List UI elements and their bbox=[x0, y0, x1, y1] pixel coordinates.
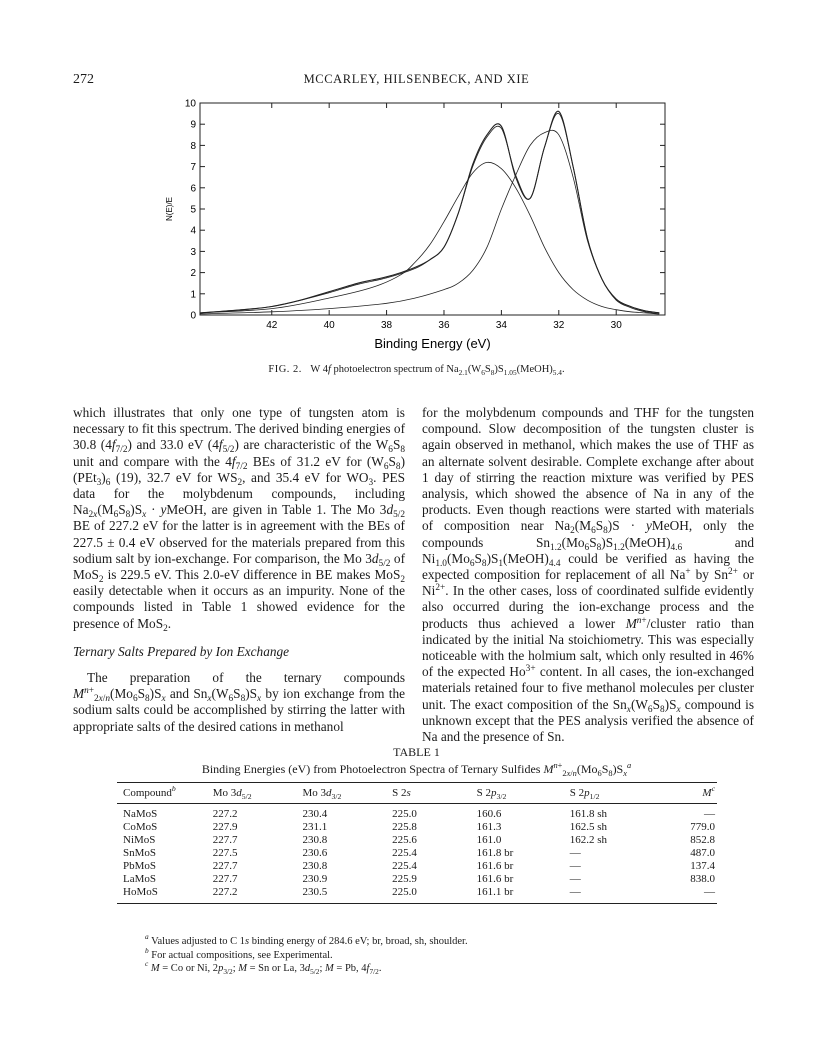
table-cell: 227.7 bbox=[212, 860, 238, 872]
body-right-column bbox=[422, 405, 754, 745]
x-axis-label: Binding Energy (eV) bbox=[374, 336, 491, 351]
table-cell: 161.6 br bbox=[476, 860, 514, 872]
table-cell: 230.8 bbox=[302, 834, 328, 846]
table-row bbox=[117, 886, 717, 904]
table-cell: HoMoS bbox=[117, 886, 207, 904]
section-heading: Ternary Salts Prepared by Ion Exchange bbox=[73, 643, 290, 659]
table-cell: NiMoS bbox=[123, 834, 156, 846]
table-cell: 225.9 bbox=[392, 873, 417, 885]
table-cell: 162.2 sh bbox=[569, 834, 608, 846]
binding-energy-table bbox=[117, 782, 717, 904]
xps-spectrum-chart bbox=[160, 98, 680, 358]
table-cell: 230.5 bbox=[296, 886, 386, 904]
table-subtitle: Binding Energies (eV) from Photoelectron Spectra of Ternary Sulfides $M^{n+}_{2x/n}(Mo_6S_8)S_x^a$ bbox=[201, 761, 632, 778]
y-tick-label: 8 bbox=[190, 140, 196, 152]
table-cell: 227.7 bbox=[212, 834, 238, 846]
chart-ticks bbox=[185, 99, 665, 332]
table-footnotes bbox=[145, 932, 468, 976]
table-cell: 160.6 bbox=[476, 808, 502, 820]
table-cell: 230.4 bbox=[302, 808, 328, 820]
body-paragraph: which illustrates that only one type of tungsten atom is necessary to fit this spectrum. The derived binding energies of 30.8 $(4f_{7/2})$ and 33.0 eV $(4f_{5/2})$ are characteristic of the $W_6S_8$ unit and compare with the $4f_{7/2}$ BEs of 31.2 eV for $(W_6S_8)(PEt_3)_6$ (19), 32.7 eV for $WS_2$, and 35.4 eV for $WO_3$. PES data for the molybdenum compounds, including $Na_{2x}(M_6S_8)S_x$ · yMeOH, are given in Table 1. The Mo $3d_{5/2}$ BE of 227.2 eV for the latter is in agreement with the BEs of 227.5 ± 0.4 eV observed for the materials prepared from this sodium salt by ion-exchange. For comparison, the Mo $3d_{5/2}$ of MoS$_2$ is 229.5 eV. This 2.0-eV difference in BE makes MoS$_2$ easily detectable when it occurs as an impurity. None of the compounds listed in Table 1 showed evidence for the presence of MoS$_2$. bbox=[73, 405, 405, 634]
table-cell: CoMoS bbox=[123, 821, 158, 833]
measured-spectrum-line bbox=[200, 111, 659, 313]
figure-label: FIG. 2. bbox=[268, 364, 302, 375]
table-row bbox=[117, 834, 717, 847]
table-cell: 227.2 bbox=[212, 808, 238, 820]
table-cell: 162.5 sh bbox=[569, 821, 608, 833]
col-header-m: $M^c$ bbox=[653, 783, 717, 804]
y-tick-label: 9 bbox=[190, 119, 196, 131]
x-tick-label: 34 bbox=[495, 320, 507, 331]
table-cell: 137.4 bbox=[690, 860, 715, 872]
table-cell: 230.8 bbox=[302, 860, 328, 872]
y-tick-label: 6 bbox=[190, 183, 196, 195]
x-tick-label: 42 bbox=[266, 320, 278, 331]
table-cell: SnMoS bbox=[123, 847, 157, 859]
fit-envelope-line bbox=[200, 113, 659, 313]
table-row bbox=[117, 821, 717, 834]
x-tick-label: 36 bbox=[438, 320, 450, 331]
table-cell: 161.1 br bbox=[471, 886, 564, 904]
table-header-row bbox=[117, 783, 717, 804]
chart-series bbox=[200, 111, 659, 314]
table-cell: — bbox=[569, 847, 581, 859]
table-row bbox=[117, 860, 717, 873]
table-cell: PbMoS bbox=[123, 860, 157, 872]
table-row bbox=[117, 847, 717, 860]
table-cell: 161.8 sh bbox=[569, 808, 608, 820]
x-tick-label: 40 bbox=[323, 320, 335, 331]
table-cell: NaMoS bbox=[123, 808, 158, 820]
table-cell: 227.7 bbox=[212, 873, 238, 885]
chart-axes bbox=[200, 103, 665, 315]
table-cell: 161.8 br bbox=[476, 847, 514, 859]
y-tick-label: 5 bbox=[190, 204, 196, 216]
y-tick-label: 1 bbox=[190, 289, 196, 301]
table-cell: 779.0 bbox=[690, 821, 715, 833]
y-tick-label: 10 bbox=[184, 98, 196, 110]
x-tick-label: 30 bbox=[610, 320, 622, 331]
table-cell: LaMoS bbox=[123, 873, 156, 885]
table-cell: 225.8 bbox=[392, 821, 417, 833]
col-header-s-2s: S 2s bbox=[386, 783, 470, 804]
running-head: MCCARLEY, HILSENBECK, AND XIE bbox=[303, 72, 530, 86]
footnote-a: $^a$ Values adjusted to C 1s binding energy of 284.6 eV; br, broad, sh, shoulder. bbox=[145, 932, 468, 947]
table-cell: — bbox=[653, 886, 717, 904]
table-cell: 227.9 bbox=[212, 821, 238, 833]
table-cell: — bbox=[569, 873, 581, 885]
y-tick-label: 3 bbox=[190, 246, 196, 258]
table-cell: 225.0 bbox=[386, 886, 470, 904]
table-cell: 227.2 bbox=[207, 886, 297, 904]
table-cell: 161.0 bbox=[476, 834, 502, 846]
table-cell: 225.4 bbox=[392, 860, 417, 872]
y-tick-label: 4 bbox=[190, 225, 196, 237]
body-left-column bbox=[73, 405, 405, 735]
table-cell: 852.8 bbox=[690, 834, 715, 846]
col-header-mo-3d32: Mo $3d_{3/2}$ bbox=[296, 783, 386, 804]
x-tick-label: 38 bbox=[381, 320, 393, 331]
y-tick-label: 2 bbox=[190, 268, 196, 280]
table-cell: 230.6 bbox=[302, 847, 328, 859]
y-tick-label: 7 bbox=[190, 162, 196, 174]
w4f72-component-line bbox=[200, 130, 659, 314]
footnote-c: $^c$ M = Co or Ni, $2p_{3/2}$; M = Sn or La, $3d_{5/2}$; M = Pb, $4f_{7/2}$. bbox=[145, 959, 382, 976]
page-number: 272 bbox=[73, 72, 94, 87]
body-paragraph: for the molybdenum compounds and THF for the tungsten compound. Slow decomposition of the tungsten cluster is again observed in methanol, which makes the use of THF as an alternate solvent desirable. Complete exchange after about 1 day of stirring the reaction mixture was verified by PES analysis, which showed the absence of Na in any of the products. Even though reactions were started with materials of composition near $Na_2(M_6S_8)S$ · yMeOH, only the compounds $Sn_{1.2}(Mo_6S_8)S_{1.2}(MeOH)_{4.6}$ and $Ni_{1.0}(Mo_6S_8)S_1(MeOH)_{4.4}$ could be verified as having the expected composition for replacement of all Na+ by $Sn^{2+}$ or $Ni^{2+}$. In the other cases, loss of coordinated sulfide evidently also occurred during the ion-exchange process and the products thus achieved a lower $M^{n+}$/cluster ratio than indicated by the initial Na stoichiometry. This was especially noticeable with the holmium salt, which only resulted in 46% of the expected $Ho^{3+}$ content. In all cases, the ion-exchanged materials retained four to five methanol molecules per cluster unit. The exact composition of the $Sn_x(W_6S_8)S_x$ compound is unknown except that the PES analysis verified the absence of Na and the presence of Sn. bbox=[422, 405, 755, 745]
figure-caption-text: W 4f photoelectron spectrum of $Na_{2.1}(W_6S_8)S_{1.05}(MeOH)_{5.4}$. bbox=[310, 364, 565, 377]
table-body bbox=[117, 804, 717, 904]
table-cell: 225.0 bbox=[392, 808, 417, 820]
col-header-mo-3d52: Mo $3d_{5/2}$ bbox=[207, 783, 297, 804]
body-paragraph: The preparation of the ternary compounds $M^{n+}_{2x/n}(Mo_6S_8)S_x$ and $Sn_x(W_6S_8)S_x$ by ion exchange from the sodium salts could be accomplished by stirring the latter with appropriate salts of the desired cations in methanol bbox=[73, 670, 405, 734]
table-cell: 161.3 bbox=[476, 821, 502, 833]
w4f52-component-line bbox=[200, 162, 659, 314]
table-row bbox=[117, 873, 717, 886]
plot-frame bbox=[200, 103, 665, 315]
table-cell: — bbox=[704, 808, 715, 820]
table-cell: 225.6 bbox=[392, 834, 417, 846]
table-cell: — bbox=[569, 860, 581, 872]
col-header-s-2p12: S $2p_{1/2}$ bbox=[564, 783, 654, 804]
table-cell: 231.1 bbox=[302, 821, 328, 833]
table-cell: 225.4 bbox=[392, 847, 417, 859]
y-axis-label: N(E)/E bbox=[165, 197, 174, 221]
table-cell: 487.0 bbox=[690, 847, 715, 859]
col-header-compound: Compound$^b$ bbox=[117, 783, 207, 804]
table-cell: 230.9 bbox=[302, 873, 328, 885]
table-cell: 838.0 bbox=[690, 873, 715, 885]
table-row bbox=[117, 804, 717, 822]
table-title: TABLE 1 bbox=[393, 745, 440, 759]
y-tick-label: 0 bbox=[190, 310, 196, 322]
footnote-b: $^b$ For actual compositions, see Experimental. bbox=[145, 945, 333, 961]
table-cell: 161.6 br bbox=[476, 873, 514, 885]
table-cell: 227.5 bbox=[212, 847, 238, 859]
col-header-s-2p32: S $2p_{3/2}$ bbox=[471, 783, 564, 804]
x-tick-label: 32 bbox=[553, 320, 565, 331]
figure-caption bbox=[0, 364, 833, 375]
table-cell: — bbox=[564, 886, 654, 904]
